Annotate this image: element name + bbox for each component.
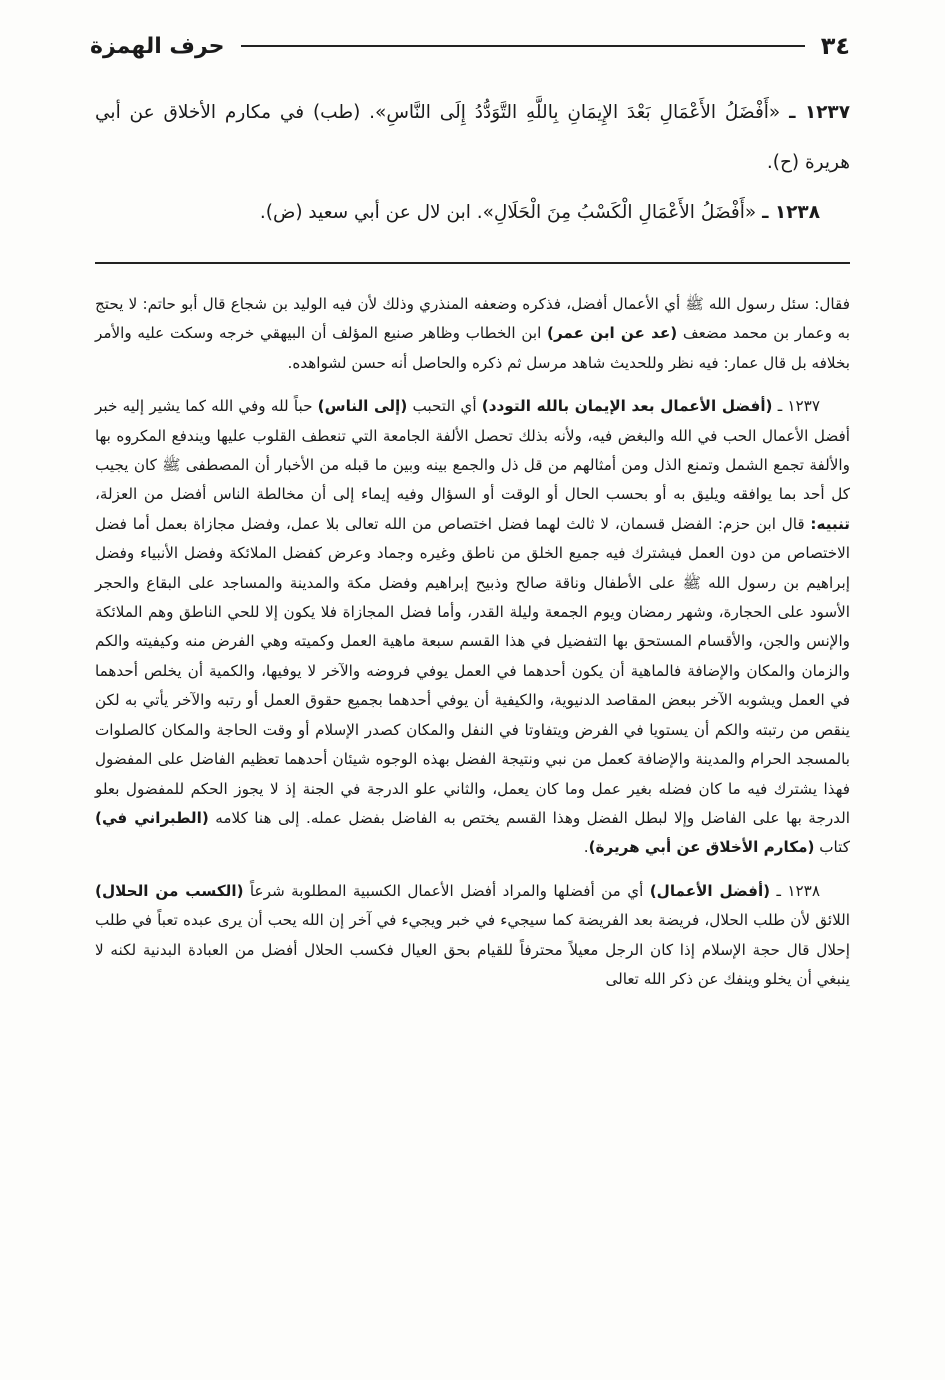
commentary-text: ١٢٣٨ ـ <box>770 881 820 900</box>
commentary-text: كتاب <box>814 838 850 857</box>
header-rule <box>241 45 805 47</box>
chapter-title: حرف الهمزة <box>90 33 225 59</box>
hadith-1238 <box>95 188 850 238</box>
commentary-text: أي من أفضلها والمراد أفضل الأعمال الكسبية المطلوبة شرعاً <box>243 881 650 900</box>
commentary-paragraph-intro <box>95 290 850 378</box>
bold-citation: (الطبراني في) <box>95 808 209 827</box>
bold-citation: (مكارم الأخلاق عن أبي هريرة) <box>588 838 815 857</box>
bold-citation: (أفضل الأعمال) <box>649 881 771 900</box>
commentary-section <box>95 290 850 1008</box>
commentary-text: حباً لله وفي الله كما يشير إليه خبر أفضل الأعمال الحب في الله والبغض فيه، ولأنه بذلك تحصل الألفة الجامعة التي تنعطف القلوب عليها ويندفع المكروه بها والألفة تجمع الشمل وتمنع الذل ومن أمثالهم من قل ذل والجمع بينه وبين ما قبله من الأخبار أن المصطفى ﷺ كان يجيب كل أحد بما يوافقه ويليق به أو بحسب الحال أو الوقت أو السؤال وفيه إيماء إلى أن مخالطة الناس أفضل من العزلة، <box>95 397 850 504</box>
commentary-text: قال ابن حزم: الفضل قسمان، لا ثالث لهما فضل اختصاص من الله تعالى بلا عمل، وفضل مجازاة بعمل أما فضل الاختصاص من دون العمل فيشترك فيه جميع الخلق من ناطق وغيره وجماد وعرض كفضل الملائكة وفضل الأنبياء وفضل إبراهيم بن رسول الله ﷺ على الأطفال وناقة صالح وذبيح إبراهيم وفضل مكة والمدينة والمساجد على البقاع والحجر الأسود على الحجارة، وشهر رمضان ويوم الجمعة وليلة القدر، وأما فضل المجازاة فلا يكون إلا للحي الناطق وهم الملائكة والإنس والجن، والأقسام المستحق بها التفضيل في هذا القسم سبعة ماهية العمل وكميته وهي الفرض منه وكيفيته والكم والزمان والمكان والإضافة فالماهية أن يكون أحدهما في العمل يوفي فروضه والآخر لا يوفيها، والكمية أن يخلص أحدهما في العمل ويشوبه الآخر ببعض المقاصد الدنيوية، والكيفية أن يوفي أحدهما بجميع حقوق العمل أو رتبه والآخر يأتي به لكن ينقص من رتبته والكم أن يستويا في الفرض ويتفاوتا في النفل والمكان كصدر الإسلام أو وقت الحاجة والمكان كالصلوات بالمسجد الحرام والمدينة والإضافة كعمل من نبي ونتيجة الفضل بهذه الوجوه شيئان أحدهما تعظيم الفاضل على المفضول فهذا يشترك فيه ما كان فضله بغير عمل وما كان يعمل، والثاني علو الدرجة في الجنة إذ لا يجوز الحكم للمفضول بعلو الدرجة بها على الفاضل وإلا لبطل الفضل وهذا القسم يختص به الفاضل بفضل عمله. إلى هنا كلامه <box>95 514 850 827</box>
bold-citation: تنبيه: <box>810 514 850 533</box>
commentary-paragraph-c1237 <box>95 392 850 863</box>
commentary-text: ١٢٣٧ ـ <box>772 397 820 416</box>
commentary-text: . <box>583 838 589 857</box>
hadith-number: ١٢٣٧ ـ <box>789 102 850 123</box>
commentary-text: أي التحبب <box>407 397 482 416</box>
bold-citation: (عد عن ابن عمر) <box>547 324 678 343</box>
commentary-text: ابن الخطاب وظاهر صنيع المؤلف أن البيهقي خرجه وسكت عليه والأمر بخلافه بل قال عمار: فيه نظر وللحديث شاهد مرسل ثم ذكره والحاصل أنه حسن لشواهده. <box>95 324 850 372</box>
commentary-text: اللائق لأن طلب الحلال، فريضة بعد الفريضة كما سيجيء في خبر ويجيء في آخر إن الله يحب أن يرى عبده تعباً في طلب إحلال قال حجة الإسلام إذا كان الرجل معيلاً محترفاً للقيام بحق العيال فكسب الحلال أفضل من العبادة البدنية لكنه لا ينبغي أن يخلو وينفك عن ذكر الله تعالى <box>95 911 850 988</box>
page-number: ٣٤ <box>820 32 850 60</box>
bold-citation: (إلى الناس) <box>317 397 408 416</box>
hadith-text: «أَفْضَلُ الأَعْمَالِ الْكَسْبُ مِنَ الْحَلَالِ». ابن لال عن أبي سعيد (ض). <box>259 202 757 223</box>
bold-citation: (أفضل الأعمال بعد الإيمان بالله التودد) <box>481 397 773 416</box>
hadith-1237 <box>95 88 850 188</box>
page-header <box>90 28 850 64</box>
hadith-section <box>95 88 850 238</box>
bold-citation: (الكسب من الحلال) <box>95 881 244 900</box>
commentary-paragraph-c1238 <box>95 877 850 995</box>
commentary-text: فقال: سئل رسول الله ﷺ أي الأعمال أفضل، فذكره وضعفه المنذري وذلك لأن فيه الوليد بن شجاع قال أبو حاتم: لا يحتج به وعمار بن محمد مضعف <box>95 295 850 343</box>
hadith-text: «أَفْضَلُ الأَعْمَالِ بَعْدَ الإِيمَانِ بِاللَّهِ التَّوَدُّدُ إِلَى النَّاسِ». (طب) في مكارم الأخلاق عن أبي هريرة (ح). <box>95 102 850 173</box>
hadith-number: ١٢٣٨ ـ <box>762 202 820 223</box>
commentary-separator <box>95 262 850 264</box>
